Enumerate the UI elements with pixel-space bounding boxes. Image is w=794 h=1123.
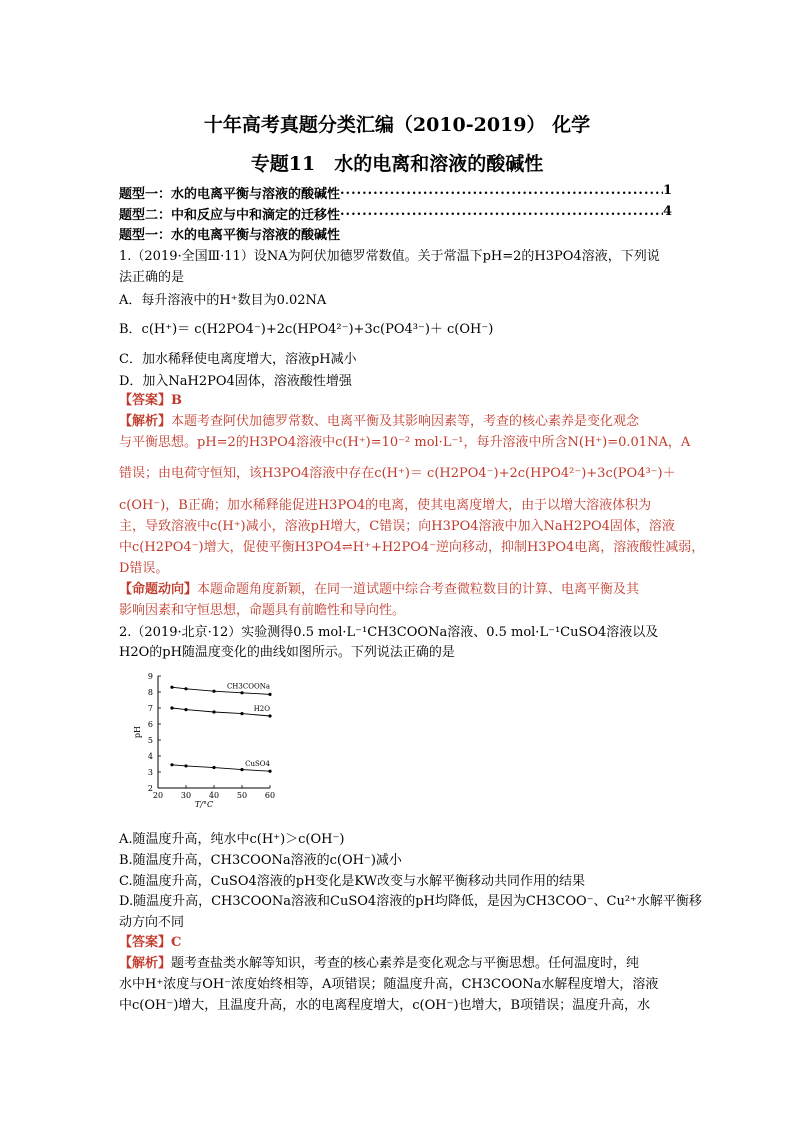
- toc-page: 1: [662, 183, 672, 198]
- y-tick-label: 2: [147, 784, 153, 793]
- q1-analysis-line1: 【解析】本题考查阿伏加德罗常数、电离平衡及其影响因素等，考查的核心素养是变化观念: [119, 414, 640, 429]
- q2-option-d-line2: 动方向不同: [119, 915, 185, 930]
- q2-option-a: A.随温度升高，纯水中c(H⁺)＞c(OH⁻): [119, 832, 345, 847]
- data-point: [170, 763, 173, 766]
- y-tick-label: 7: [147, 704, 153, 713]
- toc-page: 4: [662, 204, 672, 219]
- y-tick-label: 6: [147, 720, 153, 729]
- analysis-tag: 【解析】: [119, 956, 172, 971]
- toc-leader: [340, 183, 663, 202]
- q1-trend-line1: 【命题动向】本题命题角度新颖，在同一道试题中综合考查微粒数目的计算、电离平衡及其: [119, 582, 640, 597]
- x-tick-label: 50: [236, 791, 248, 800]
- q2-option-b: B.随温度升高，CH3COONa溶液的c(OH⁻)减小: [119, 853, 402, 868]
- data-point: [212, 690, 215, 693]
- topic-title: 专题11 水的电离和溶液的酸碱性: [250, 153, 544, 175]
- toc-entry-2[interactable]: [119, 204, 672, 223]
- data-point: [212, 710, 215, 713]
- document-title: 十年高考真题分类汇编（2010-2019） 化学: [203, 114, 591, 136]
- data-point: [184, 708, 187, 711]
- q1-option-d: D．加入NaH2PO4固体，溶液酸性增强: [119, 374, 352, 389]
- section-heading: 题型一：水的电离平衡与溶液的酸碱性: [119, 228, 341, 243]
- data-point: [268, 693, 271, 696]
- data-point: [184, 764, 187, 767]
- q2-stem-line2: H2O的pH随温度变化的曲线如图所示。下列说法正确的是: [119, 645, 455, 660]
- answer-tag: 【答案】: [119, 935, 172, 950]
- y-tick-label: 3: [147, 768, 153, 777]
- x-tick-label: 30: [180, 791, 192, 800]
- x-tick-label: 60: [264, 791, 276, 800]
- y-tick-label: 8: [147, 688, 153, 697]
- analysis-tag: 【解析】: [119, 414, 172, 429]
- data-point: [240, 768, 243, 771]
- data-point: [170, 706, 173, 709]
- q2-analysis-line2: 水中H⁺浓度与OH⁻浓度始终相等，A项错误；随温度升高，CH3COONa水解程度增大，溶液: [119, 977, 659, 992]
- series-label: H2O: [253, 705, 270, 713]
- q2-analysis-line1: 【解析】题考查盐类水解等知识，考查的核心素养是变化观念与平衡思想。任何温度时，纯: [119, 956, 640, 971]
- y-tick-label: 5: [147, 736, 153, 745]
- answer-tag: 【答案】: [119, 393, 172, 408]
- q2-analysis-line3: 中c(OH⁻)增大，且温度升高，水的电离程度增大，c(OH⁻)也增大，B项错误；温度升高，水: [119, 998, 651, 1013]
- q1-analysis-line5: 主，导致溶液中c(H⁺)减小，溶液pH增大，C错误；向H3PO4溶液中加入NaH2PO4固体，溶液: [119, 519, 675, 534]
- chart-svg: [130, 668, 290, 808]
- x-tick-label: 40: [208, 791, 220, 800]
- q1-trend-line2: 影响因素和守恒思想，命题具有前瞻性和导向性。: [119, 603, 406, 618]
- q2-option-d-line1: D.随温度升高，CH3COONa溶液和CuSO4溶液的pH均降低，是因为CH3COO⁻、Cu²⁺水解平衡移: [119, 894, 702, 909]
- q2-option-c: C.随温度升高，CuSO4溶液的pH变化是KW改变与水解平衡移动共同作用的结果: [119, 874, 586, 889]
- q1-stem-line1: 1.（2019·全国Ⅲ·11）设NA为阿伏加德罗常数值。关于常温下pH=2的H3PO4溶液，下列说: [119, 249, 660, 264]
- toc-label: 题型二：中和反应与中和滴定的迁移性: [119, 208, 341, 223]
- q1-analysis-line6: 中c(H2PO4⁻)增大，促使平衡H3PO4⇌H⁺+H2PO4⁻逆向移动，抑制H3PO4电离，溶液酸性减弱，: [119, 540, 705, 555]
- y-tick-label: 4: [147, 752, 153, 761]
- toc-entry-1[interactable]: [119, 183, 672, 202]
- x-tick-label: 20: [152, 791, 164, 800]
- q1-option-a: A．每升溶液中的H⁺数目为0.02NA: [119, 293, 327, 308]
- data-point: [268, 714, 271, 717]
- y-tick-label: 9: [147, 672, 153, 681]
- q1-option-c: C．加水稀释使电离度增大，溶液pH减小: [119, 352, 357, 367]
- series-label: CH3COONa: [226, 682, 270, 691]
- answer-value: B: [171, 393, 183, 408]
- toc-label: 题型一：水的电离平衡与溶液的酸碱性: [119, 187, 341, 202]
- q1-answer: [119, 389, 182, 408]
- q1-analysis-line3: 错误；由电荷守恒知，该H3PO4溶液中存在c(H⁺)＝ c(H2PO4⁻)+2c(HPO4²⁻)+3c(PO4³⁻)＋: [119, 466, 676, 481]
- data-point: [170, 686, 173, 689]
- q1-stem-line2: 法正确的是: [119, 270, 185, 285]
- x-axis-label: T/°C: [194, 800, 214, 808]
- trend-tag: 【命题动向】: [119, 582, 198, 597]
- data-point: [212, 766, 215, 769]
- ph-temperature-chart: [130, 668, 290, 808]
- data-point: [240, 691, 243, 694]
- data-point: [268, 770, 271, 773]
- series-label: CuSO4: [245, 760, 270, 769]
- answer-value: C: [171, 935, 182, 950]
- data-point: [240, 712, 243, 715]
- q2-stem-line1: 2.（2019·北京·12）实验测得0.5 mol·L⁻¹CH3COONa溶液、0.5 mol·L⁻¹CuSO4溶液以及: [119, 625, 659, 640]
- q1-analysis-line4: c(OH⁻)，B正确；加水稀释能促进H3PO4的电离，使其电离度增大，由于以增大溶液体积为: [119, 498, 652, 513]
- q1-option-b: B．c(H⁺)＝ c(H2PO4⁻)+2c(HPO4²⁻)+3c(PO4³⁻)＋ c(OH⁻): [119, 322, 494, 337]
- q1-analysis-line2: 与平衡思想。pH=2的H3PO4溶液中c(H⁺)=10⁻² mol·L⁻¹，每升溶液中所含N(H⁺)=0.01NA，A: [119, 435, 691, 450]
- q1-analysis-line7: D错误。: [119, 561, 169, 576]
- q2-answer: [119, 931, 181, 950]
- y-axis-label: pH: [133, 725, 142, 739]
- data-point: [184, 687, 187, 690]
- toc-leader: [340, 204, 663, 223]
